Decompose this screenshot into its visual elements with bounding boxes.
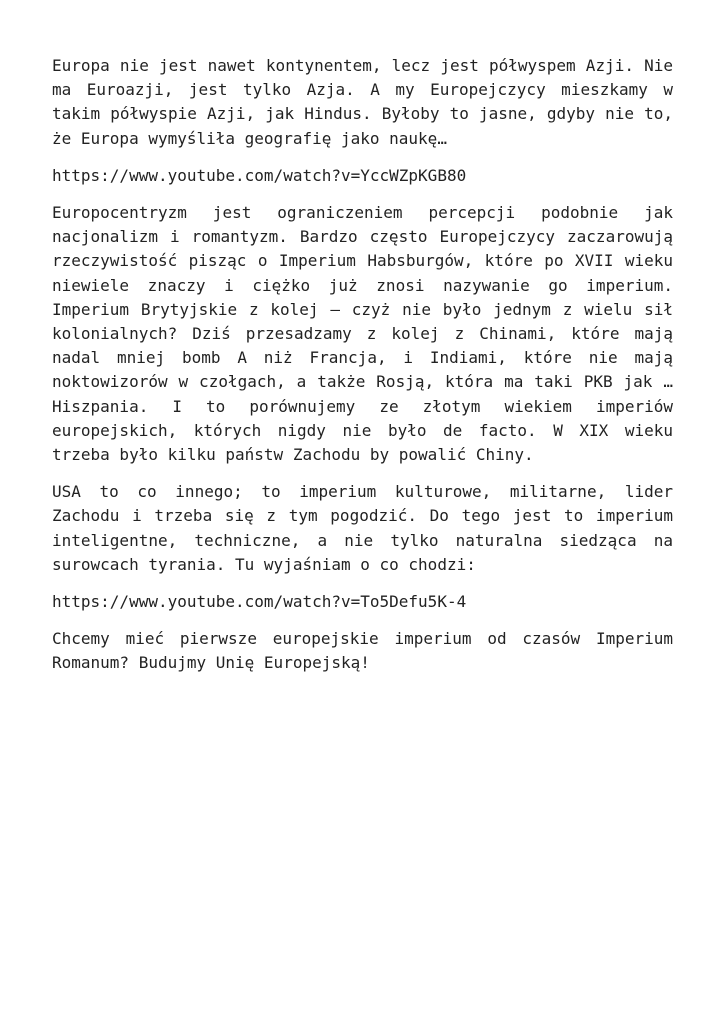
paragraph-eurocentrism: Europocentryzm jest ograniczeniem percepcji podobnie jak nacjonalizm i romantyzm. Bardzo często Europejczycy zaczarowują rzeczywistość pisząc o Imperium Habsburgów, które po XVII wieku niewiele znaczy i ciężko już znosi nazywanie go imperium. Imperium Brytyjskie z kolej – czyż nie było jednym z wielu sił kolonialnych? Dziś przesadzamy z kolej z Chinami, które mają nadal mniej bomb A niż Francja, i Indiami, które nie mają noktowizorów w czołgach, a także Rosją, która ma taki PKB jak … Hiszpania. I to porównujemy ze złotym wiekiem imperiów europejskich, których nigdy nie było de facto. W XIX wieku trzeba było kilku państw Zachodu by powalić Chiny. xyxy=(52,203,673,465)
link-paragraph-2 xyxy=(52,590,673,614)
paragraph-geography: Europa nie jest nawet kontynentem, lecz jest półwyspem Azji. Nie ma Euroazji, jest tylko Azja. A my Europejczycy mieszkamy w takim półwyspie Azji, jak Hindus. Byłoby to jasne, gdyby nie to, że Europa wymyśliła geografię jako naukę… xyxy=(52,56,673,148)
link-paragraph-1 xyxy=(52,164,673,188)
paragraph-european-union: Chcemy mieć pierwsze europejskie imperium od czasów Imperium Romanum? Budujmy Unię Europejską! xyxy=(52,629,673,673)
youtube-link-2[interactable]: https://www.youtube.com/watch?v=To5Defu5K-4 xyxy=(52,592,467,612)
paragraph-usa: USA to co innego; to imperium kulturowe, militarne, lider Zachodu i trzeba się z tym pogodzić. Do tego jest to imperium inteligentne, techniczne, a nie tylko naturalna siedząca na surowcach tyrania. Tu wyjaśniam o co chodzi: xyxy=(52,482,673,574)
document-body xyxy=(52,54,673,689)
youtube-link-1[interactable]: https://www.youtube.com/watch?v=YccWZpKGB80 xyxy=(52,165,467,185)
